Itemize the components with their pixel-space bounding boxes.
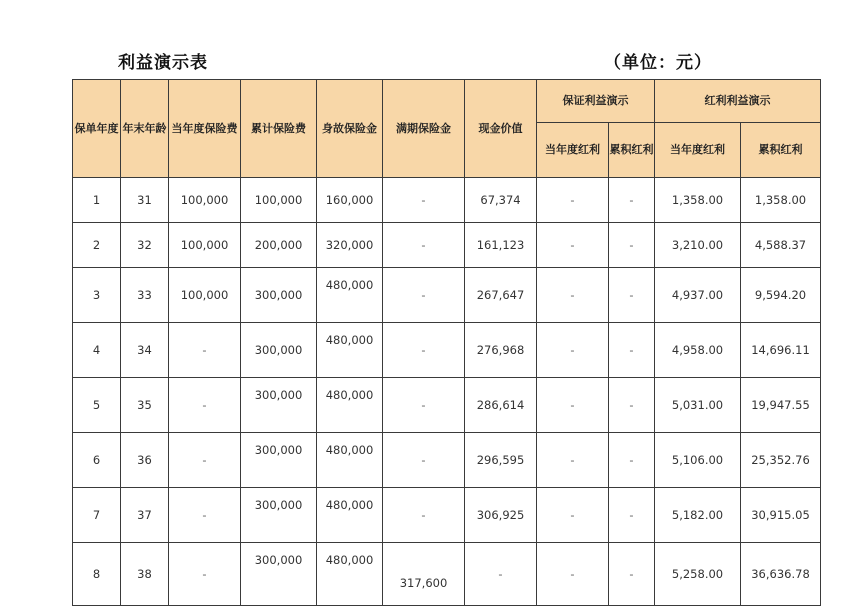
cell-death-benefit: 480,000: [317, 378, 383, 433]
cell-year: 7: [73, 488, 121, 543]
header-cash-value: 现金价值: [465, 80, 537, 178]
cell-dividend-cum: 36,636.78: [741, 543, 821, 606]
cell-guaranteed-annual: -: [537, 488, 609, 543]
cell-annual-premium: -: [169, 433, 241, 488]
table-row: [73, 488, 821, 543]
cell-year: 4: [73, 323, 121, 378]
cell-age: 32: [121, 223, 169, 268]
table-row: [73, 323, 821, 378]
page-title: 利益演示表: [118, 53, 208, 73]
cell-death-benefit: 480,000: [317, 323, 383, 378]
cell-dividend-cum: 4,588.37: [741, 223, 821, 268]
table-row: [73, 378, 821, 433]
cell-year: 8: [73, 543, 121, 606]
cell-age: 38: [121, 543, 169, 606]
header-guaranteed-group: 保证利益演示: [537, 80, 655, 123]
cell-cash-value: 67,374: [465, 178, 537, 223]
cell-dividend-annual: 4,958.00: [655, 323, 741, 378]
cell-cum-premium: 300,000: [241, 543, 317, 606]
cell-annual-premium: -: [169, 543, 241, 606]
cell-guaranteed-cum: -: [609, 433, 655, 488]
cell-dividend-cum: 30,915.05: [741, 488, 821, 543]
header-guaranteed-annual: 当年度红利: [537, 123, 609, 178]
cell-guaranteed-annual: -: [537, 178, 609, 223]
cell-guaranteed-annual: -: [537, 223, 609, 268]
cell-death-benefit: 480,000: [317, 433, 383, 488]
header-maturity-benefit: 满期保险金: [383, 80, 465, 178]
cell-dividend-annual: 5,258.00: [655, 543, 741, 606]
header-annual-premium: 当年度保险费: [169, 80, 241, 178]
cell-annual-premium: 100,000: [169, 178, 241, 223]
cell-maturity-benefit: -: [383, 323, 465, 378]
cell-death-benefit: 480,000: [317, 268, 383, 323]
cell-cum-premium: 300,000: [241, 378, 317, 433]
cell-dividend-annual: 4,937.00: [655, 268, 741, 323]
cell-cum-premium: 300,000: [241, 323, 317, 378]
cell-guaranteed-annual: -: [537, 378, 609, 433]
cell-cum-premium: 300,000: [241, 268, 317, 323]
cell-dividend-annual: 1,358.00: [655, 178, 741, 223]
cell-cum-premium: 300,000: [241, 433, 317, 488]
header-guaranteed-cumulative: 累积红利: [609, 123, 655, 178]
cell-maturity-benefit: 317,600: [383, 543, 465, 606]
cell-guaranteed-cum: -: [609, 488, 655, 543]
cell-cash-value: 161,123: [465, 223, 537, 268]
cell-maturity-benefit: -: [383, 223, 465, 268]
cell-maturity-benefit: -: [383, 268, 465, 323]
cell-age: 31: [121, 178, 169, 223]
table-row: [73, 543, 821, 606]
cell-maturity-benefit: -: [383, 378, 465, 433]
cell-death-benefit: 480,000: [317, 543, 383, 606]
cell-guaranteed-cum: -: [609, 223, 655, 268]
cell-cum-premium: 100,000: [241, 178, 317, 223]
cell-guaranteed-cum: -: [609, 178, 655, 223]
cell-cash-value: 267,647: [465, 268, 537, 323]
cell-maturity-benefit: -: [383, 433, 465, 488]
cell-death-benefit: 160,000: [317, 178, 383, 223]
header-dividend-group: 红利利益演示: [655, 80, 821, 123]
cell-maturity-benefit: -: [383, 488, 465, 543]
cell-maturity-benefit: -: [383, 178, 465, 223]
cell-dividend-cum: 1,358.00: [741, 178, 821, 223]
cell-cum-premium: 300,000: [241, 488, 317, 543]
cell-annual-premium: -: [169, 488, 241, 543]
cell-dividend-cum: 9,594.20: [741, 268, 821, 323]
header-row-top: [73, 80, 821, 123]
cell-age: 34: [121, 323, 169, 378]
cell-annual-premium: 100,000: [169, 223, 241, 268]
cell-cash-value: -: [465, 543, 537, 606]
cell-cash-value: 296,595: [465, 433, 537, 488]
table-row: [73, 178, 821, 223]
cell-death-benefit: 480,000: [317, 488, 383, 543]
cell-year: 3: [73, 268, 121, 323]
cell-guaranteed-cum: -: [609, 323, 655, 378]
cell-age: 33: [121, 268, 169, 323]
table-row: [73, 223, 821, 268]
benefit-table: [72, 79, 821, 606]
cell-age: 35: [121, 378, 169, 433]
cell-annual-premium: -: [169, 323, 241, 378]
cell-cash-value: 286,614: [465, 378, 537, 433]
header-policy-year: 保单年度: [73, 80, 121, 178]
cell-year: 2: [73, 223, 121, 268]
cell-age: 36: [121, 433, 169, 488]
cell-dividend-annual: 3,210.00: [655, 223, 741, 268]
cell-dividend-annual: 5,031.00: [655, 378, 741, 433]
cell-guaranteed-cum: -: [609, 378, 655, 433]
header-age: 年末年龄: [121, 80, 169, 178]
cell-guaranteed-annual: -: [537, 268, 609, 323]
cell-year: 1: [73, 178, 121, 223]
cell-dividend-cum: 25,352.76: [741, 433, 821, 488]
unit-label: （单位：元）: [604, 53, 712, 73]
table-row: [73, 433, 821, 488]
cell-annual-premium: 100,000: [169, 268, 241, 323]
cell-death-benefit: 320,000: [317, 223, 383, 268]
header-dividend-annual: 当年度红利: [655, 123, 741, 178]
cell-guaranteed-annual: -: [537, 433, 609, 488]
table-row: [73, 268, 821, 323]
cell-guaranteed-cum: -: [609, 543, 655, 606]
cell-age: 37: [121, 488, 169, 543]
cell-dividend-cum: 19,947.55: [741, 378, 821, 433]
cell-dividend-annual: 5,182.00: [655, 488, 741, 543]
header-dividend-cumulative: 累积红利: [741, 123, 821, 178]
cell-cash-value: 276,968: [465, 323, 537, 378]
header-death-benefit: 身故保险金: [317, 80, 383, 178]
cell-dividend-cum: 14,696.11: [741, 323, 821, 378]
cell-guaranteed-cum: -: [609, 268, 655, 323]
cell-year: 5: [73, 378, 121, 433]
cell-guaranteed-annual: -: [537, 543, 609, 606]
header-cumulative-premium: 累计保险费: [241, 80, 317, 178]
cell-dividend-annual: 5,106.00: [655, 433, 741, 488]
cell-year: 6: [73, 433, 121, 488]
cell-guaranteed-annual: -: [537, 323, 609, 378]
cell-annual-premium: -: [169, 378, 241, 433]
cell-cash-value: 306,925: [465, 488, 537, 543]
cell-cum-premium: 200,000: [241, 223, 317, 268]
